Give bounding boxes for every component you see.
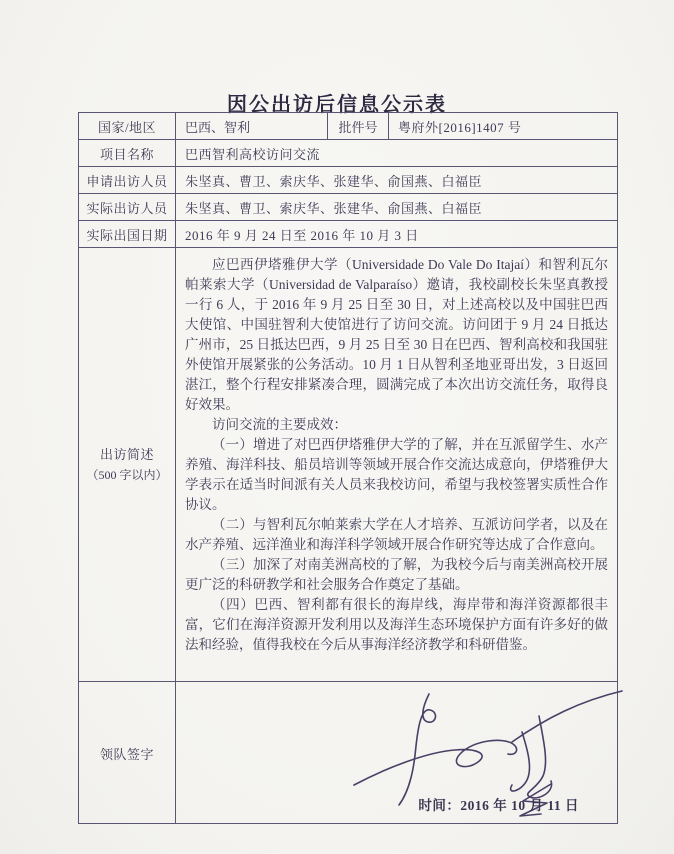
summary-paragraph: （三）加深了对南美洲高校的了解，为我校今后与南美洲高校开展更广泛的科研教学和社会服务合作奠定了基础。 bbox=[185, 557, 608, 592]
country-label: 国家/地区 bbox=[79, 113, 176, 139]
table-row-signature bbox=[79, 682, 617, 824]
page-title: 因公出访后信息公示表 bbox=[227, 94, 447, 116]
table-row-project bbox=[79, 140, 617, 167]
table-row-dates bbox=[79, 221, 617, 248]
table-row-applied-personnel bbox=[79, 167, 617, 194]
summary-label-limit: （500 字以内） bbox=[86, 467, 168, 482]
summary-label bbox=[79, 248, 176, 681]
info-table bbox=[78, 112, 618, 824]
summary-label-title: 出访简述 bbox=[99, 446, 154, 462]
actual-personnel-value: 朱坚真、曹卫、索庆华、张建华、俞国燕、白福臣 bbox=[185, 200, 483, 216]
applied-personnel-value: 朱坚真、曹卫、索庆华、张建华、俞国燕、白福臣 bbox=[185, 173, 483, 189]
approval-no-label: 批件号 bbox=[328, 113, 389, 139]
table-row-country bbox=[79, 113, 617, 140]
applied-personnel-label: 申请出访人员 bbox=[79, 167, 176, 193]
signature-area bbox=[176, 682, 617, 824]
signature-label: 领队签字 bbox=[79, 682, 176, 824]
summary-paragraph: （二）与智利瓦尔帕莱索大学在人才培养、互派访问学者，以及在水产养殖、远洋渔业和海洋科学领域开展合作研究等达成了合作意向。 bbox=[185, 517, 608, 552]
signature-date: 时间：2016 年 10 月 11 日 bbox=[418, 798, 579, 813]
dates-value: 2016 年 9 月 24 日至 2016 年 10 月 3 日 bbox=[185, 227, 419, 243]
table-row-actual-personnel bbox=[79, 194, 617, 221]
actual-personnel-label: 实际出访人员 bbox=[79, 194, 176, 220]
project-value: 巴西智利高校访问交流 bbox=[185, 146, 321, 162]
summary-paragraph: （一）增进了对巴西伊塔雅伊大学的了解，并在互派留学生、水产养殖、海洋科技、船员培训等领域开展合作交流达成意向，伊塔雅伊大学表示在适当时间派有关人员来我校访问，希望与我校签署实质性合作协议。 bbox=[185, 437, 608, 512]
summary-text bbox=[176, 248, 617, 681]
dates-label: 实际出国日期 bbox=[79, 221, 176, 247]
summary-paragraph: 应巴西伊塔雅伊大学（Universidade Do Vale Do Itajaí）和智利瓦尔帕莱索大学（Universidad de Valparaíso）邀请，我校副校长朱坚真教授一行 6 人，于 2016 年 9 月 25 日至 30 日，对上述高校以及中国驻巴西大使馆、中国驻智利大使馆进行了访问交流。访问团于 9 月 24 日抵达广州市，25 日抵达巴西，9 月 25 日至 30 日在巴西、智利高校和我国驻外使馆开展紧张的公务活动。10 月 1 日从智利圣地亚哥出发，3 日返回湛江，整个行程安排紧凑合理，圆满完成了本次出访交流任务，取得良好效果。 bbox=[185, 257, 608, 412]
summary-paragraph: （四）巴西、智利都有很长的海岸线，海岸带和海洋资源都很丰富，它们在海洋资源开发利用以及海洋生态环境保护方面有许多好的做法和经验，值得我校在今后从事海洋经济教学和科研借鉴。 bbox=[185, 597, 608, 652]
approval-no-value: 粤府外[2016]1407 号 bbox=[398, 119, 522, 135]
project-label: 项目名称 bbox=[79, 140, 176, 166]
summary-paragraph: 访问交流的主要成效： bbox=[212, 417, 347, 432]
table-row-summary bbox=[79, 248, 617, 682]
country-value: 巴西、智利 bbox=[176, 113, 328, 139]
